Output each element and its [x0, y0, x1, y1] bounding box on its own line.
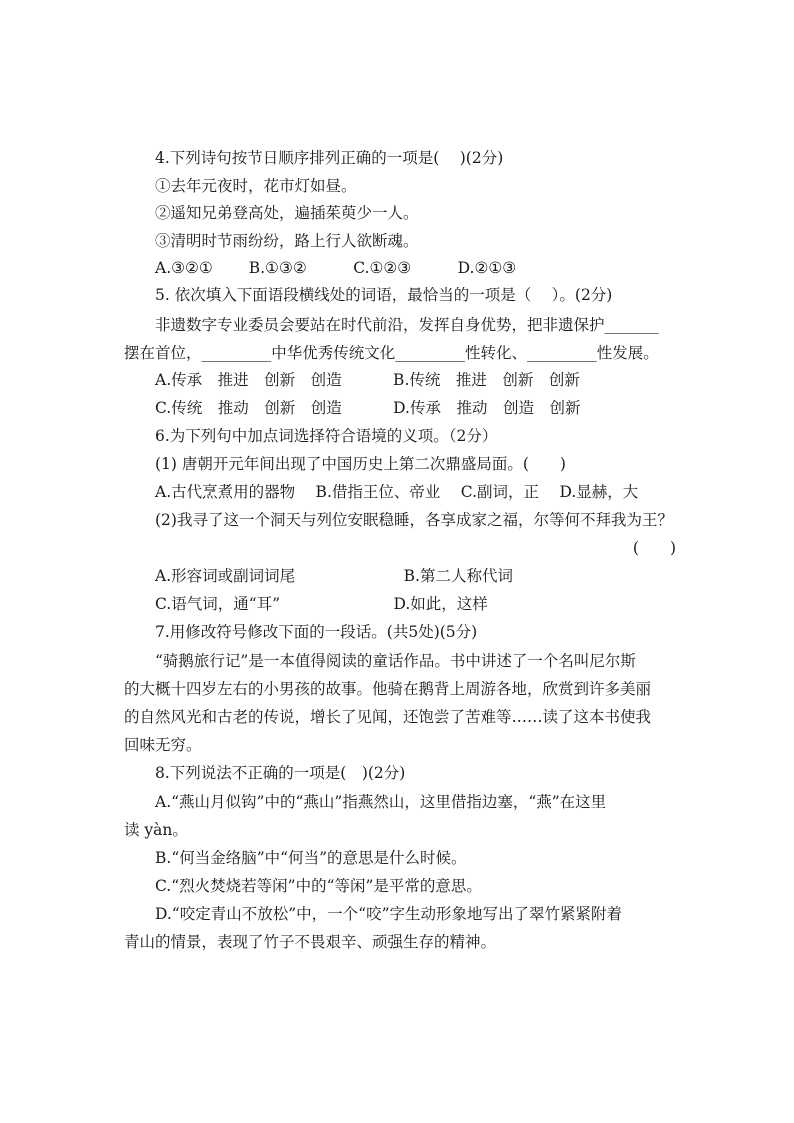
q8-option-a-line-2: 读 yàn。 [124, 821, 188, 839]
q7-passage-line-4: 回味无穷。 [124, 736, 202, 754]
q6-sub1-options: A.古代烹煮用的器物 B.借指王位、帝业 C.副词，正 D.显赫，大 [155, 483, 639, 501]
q4-line-2: ②遥知兄弟登高处，遍插茱萸少一人。 [155, 204, 419, 222]
q5-options-ab: A.传承 推进 创新 创造 B.传统 推进 创新 创新 [155, 371, 580, 389]
q4-line-1: ①去年元夜时，花市灯如昼。 [155, 177, 357, 195]
q4-line-3: ③清明时节雨纷纷，路上行人欲断魂。 [155, 232, 419, 250]
q7-stem: 7.用修改符号修改下面的一段话。(共5处)(5分) [155, 623, 478, 641]
q7-passage-line-2: 的大概十四岁左右的小男孩的故事。他骑在鹅背上周游各地，欣赏到许多美丽 [124, 680, 652, 698]
q8-option-c: C.“烈火焚烧若等闲”中的“等闲”是平常的意思。 [155, 877, 482, 895]
q4-options: A.③②① B.①③② C.①②③ D.②①③ [155, 259, 517, 277]
q5-options-cd: C.传统 推动 创新 创造 D.传承 推动 创造 创新 [155, 399, 581, 417]
q5-stem: 5. 依次填入下面语段横线处的词语，最恰当的一项是（ ）。(2分) [155, 286, 613, 304]
q6-sub1: (1) 唐朝开元年间出现了中国历史上第二次鼎盛局面。( ) [155, 455, 566, 473]
q6-options-ab: A.形容词或副词词尾 B.第二人称代词 [155, 567, 513, 585]
q4-stem: 4.下列诗句按节日顺序排列正确的一项是( )(2分) [155, 149, 504, 167]
q8-option-a-line-1: A.“燕山月似钩”中的“燕山”指燕然山，这里借指边塞，“燕”在这里 [155, 793, 607, 811]
q6-options-cd: C.语气词，通“耳” D.如此，这样 [155, 595, 488, 613]
q5-passage-line-2: 摆在首位，_________中华优秀传统文化_________性转化、_________性发展。 [124, 344, 659, 362]
q8-option-d-line-2: 青山的情景，表现了竹子不畏艰辛、顽强生存的精神。 [124, 933, 497, 951]
q7-passage-line-3: 的自然风光和古老的传说，增长了见闻，还饱尝了苦难等……读了这本书使我 [124, 708, 652, 726]
q5-passage-line-1: 非遗数字专业委员会要站在时代前沿，发挥自身优势，把非遗保护_______ [155, 316, 659, 334]
q6-sub2: (2)我寻了这一个洞天与列位安眠稳睡，各享成家之福，尔等何不拜我为王？ [155, 511, 673, 529]
q8-option-b: B.“何当金络脑”中“何当”的意思是什么时候。 [155, 849, 467, 867]
q8-option-d-line-1: D.“咬定青山不放松”中，一个“咬”字生动形象地写出了翠竹紧紧附着 [155, 905, 623, 923]
q7-passage-line-1: “骑鹅旅行记”是一本值得阅读的童话作品。书中讲述了一个名叫尼尔斯 [155, 652, 636, 670]
q8-stem: 8.下列说法不正确的一项是( )(2分) [155, 764, 406, 782]
q6-sub2-answer-paren: ( ) [632, 539, 676, 557]
q6-stem: 6.为下列句中加点词选择符合语境的义项。（2分） [155, 427, 498, 445]
